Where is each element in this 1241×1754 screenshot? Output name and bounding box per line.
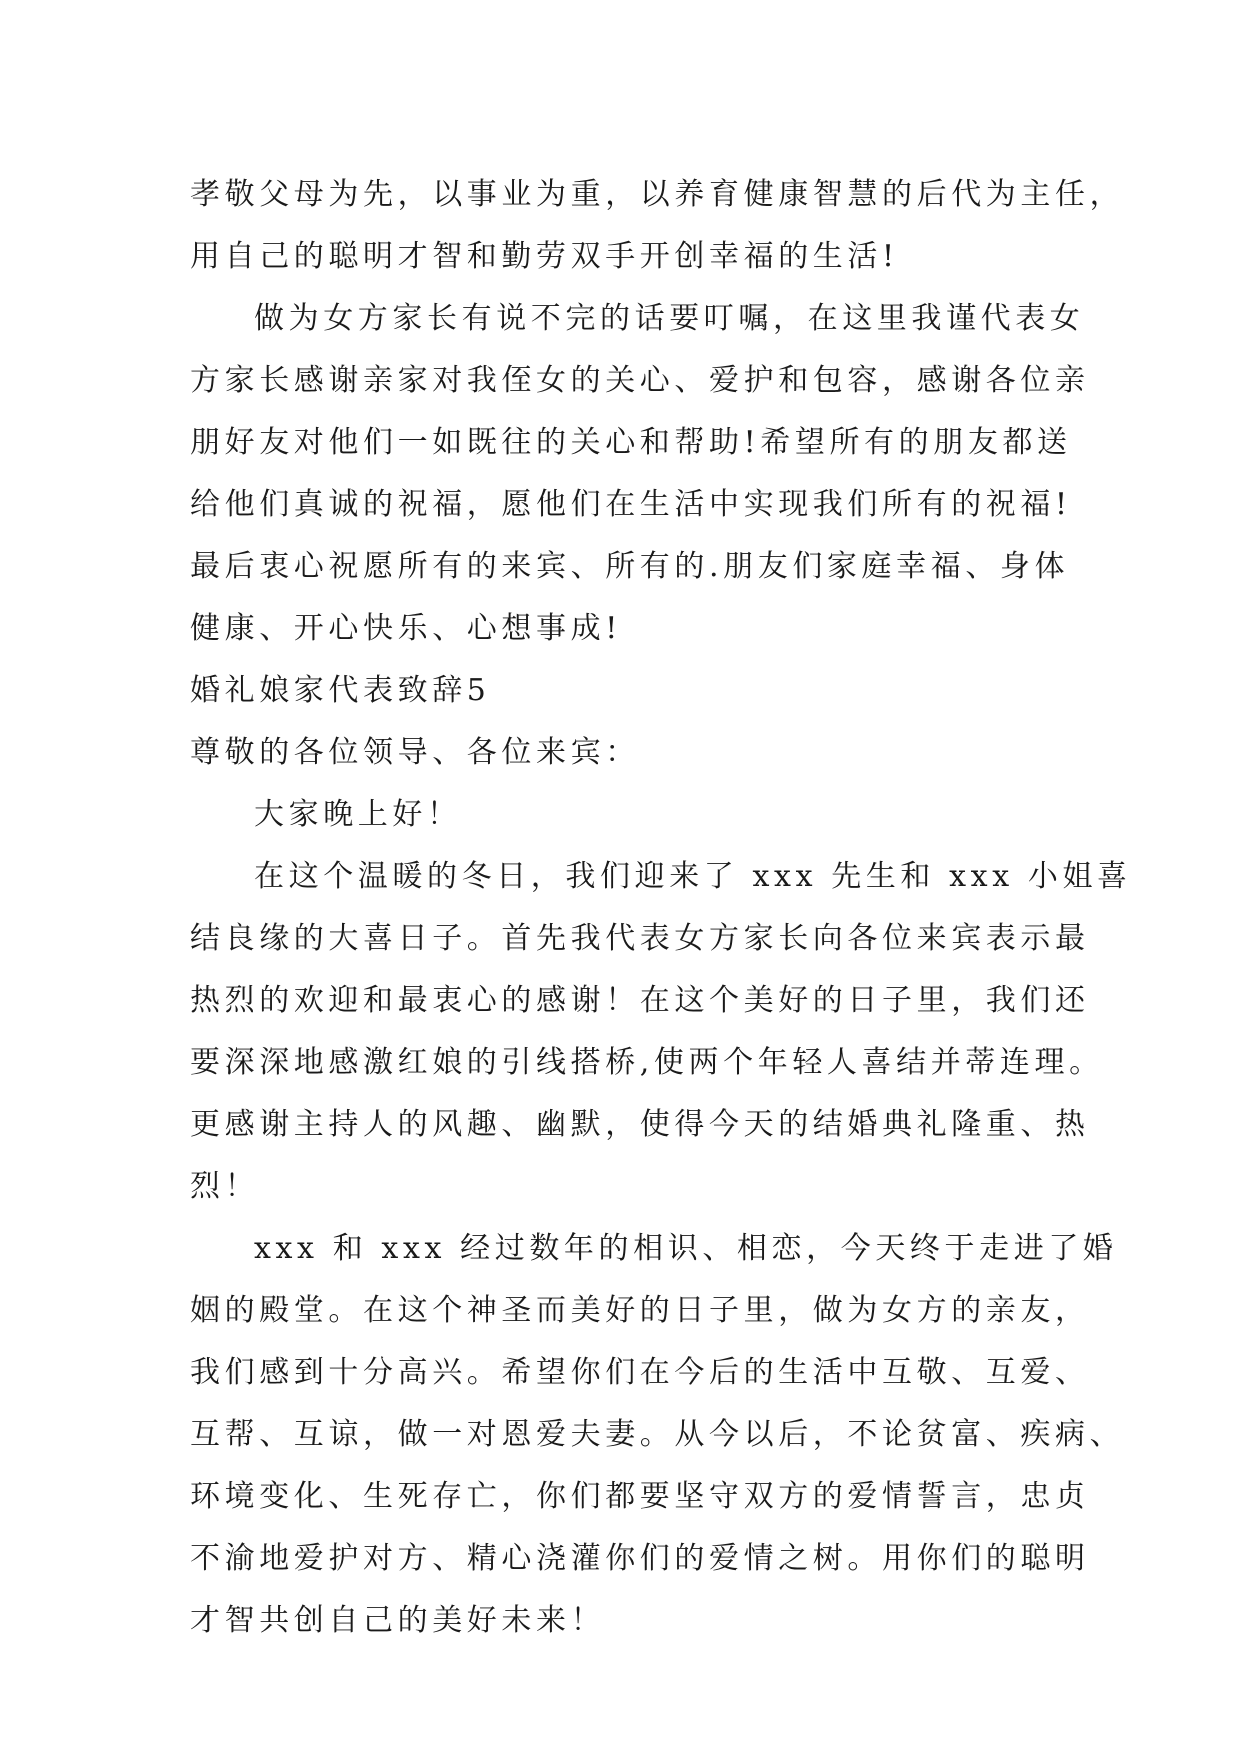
paragraph-line: 最后衷心祝愿所有的来宾、所有的.朋友们家庭幸福、身体 bbox=[190, 549, 1070, 584]
paragraph-line: 更感谢主持人的风趣、幽默，使得今天的结婚典礼隆重、热 bbox=[190, 1107, 1090, 1142]
paragraph-line: 健康、开心快乐、心想事成! bbox=[190, 611, 622, 646]
paragraph-line: 不渝地爱护对方、精心浇灌你们的爱情之树。用你们的聪明 bbox=[190, 1541, 1090, 1576]
document-body bbox=[190, 164, 1132, 1652]
paragraph-line: xxx 和 xxx 经过数年的相识、相恋，今天终于走进了婚 bbox=[254, 1231, 1118, 1266]
paragraph-line: 互帮、互谅，做一对恩爱夫妻。从今以后，不论贫富、疾病、 bbox=[190, 1417, 1125, 1452]
paragraph-line: 热烈的欢迎和最衷心的感谢！在这个美好的日子里，我们还 bbox=[190, 983, 1090, 1018]
paragraph-line: 朋好友对他们一如既往的关心和帮助!希望所有的朋友都送 bbox=[190, 425, 1072, 460]
paragraph-line: 用自己的聪明才智和勤劳双手开创幸福的生活! bbox=[190, 239, 899, 274]
paragraph-line: 在这个温暖的冬日，我们迎来了 xxx 先生和 xxx 小姐喜 bbox=[254, 859, 1132, 894]
paragraph-line: 环境变化、生死存亡，你们都要坚守双方的爱情誓言，忠贞 bbox=[190, 1479, 1090, 1514]
salutation: 尊敬的各位领导、各位来宾： bbox=[190, 735, 640, 770]
paragraph-line: 孝敬父母为先，以事业为重，以养育健康智慧的后代为主任， bbox=[190, 177, 1125, 212]
paragraph-line: 做为女方家长有说不完的话要叮嘱，在这里我谨代表女 bbox=[254, 301, 1085, 336]
greeting: 大家晚上好！ bbox=[254, 797, 462, 832]
paragraph-line: 姻的殿堂。在这个神圣而美好的日子里，做为女方的亲友， bbox=[190, 1293, 1090, 1328]
paragraph-line: 要深深地感激红娘的引线搭桥,使两个年轻人喜结并蒂连理。 bbox=[190, 1045, 1104, 1080]
paragraph-line: 烈！ bbox=[190, 1169, 260, 1204]
paragraph-line: 给他们真诚的祝福，愿他们在生活中实现我们所有的祝福! bbox=[190, 487, 1072, 522]
paragraph-line: 才智共创自己的美好未来！ bbox=[190, 1603, 606, 1638]
paragraph-line: 方家长感谢亲家对我侄女的关心、爱护和包容，感谢各位亲 bbox=[190, 363, 1090, 398]
paragraph-line: 结良缘的大喜日子。首先我代表女方家长向各位来宾表示最 bbox=[190, 921, 1090, 956]
section-title: 婚礼娘家代表致辞5 bbox=[190, 673, 491, 708]
paragraph-line: 我们感到十分高兴。希望你们在今后的生活中互敬、互爱、 bbox=[190, 1355, 1090, 1390]
